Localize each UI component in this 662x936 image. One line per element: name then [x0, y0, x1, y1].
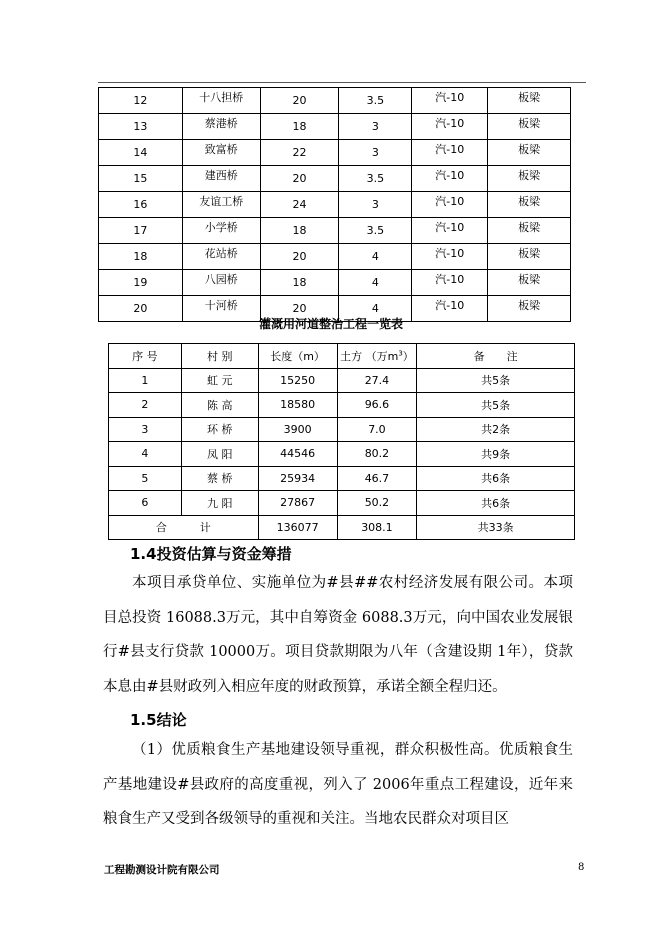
bridge-type: 板梁: [488, 192, 571, 218]
bridge-row: [99, 192, 571, 218]
bridge-no: 13: [99, 114, 183, 140]
bridge-width: 4: [339, 296, 412, 322]
canal-earth: 27.4: [337, 368, 417, 393]
bridge-load: 汽-10: [412, 166, 488, 192]
total-label: 合 计: [109, 515, 259, 540]
bridge-no: 20: [99, 296, 183, 322]
canal-village: 虹 元: [181, 368, 258, 393]
bridge-name: 小学桥: [182, 218, 260, 244]
bridge-type: 板梁: [488, 140, 571, 166]
col-header-earth: 土方 （万$m^3$）: [337, 344, 417, 369]
bridge-name: 八园桥: [182, 270, 260, 296]
bridge-type: 板梁: [488, 88, 571, 114]
bridge-length: 20: [260, 88, 339, 114]
bridge-table-body: [99, 88, 571, 322]
canal-village: 凤 阳: [181, 442, 258, 467]
bridge-row: [99, 140, 571, 166]
col-header-note: 备 注: [417, 344, 575, 369]
canal-note: 共2条: [417, 417, 575, 442]
section-1-4-paragraph: [103, 566, 573, 704]
bridge-row: [99, 270, 571, 296]
bridge-no: 17: [99, 218, 183, 244]
bridge-load: 汽-10: [412, 192, 488, 218]
bridge-type: 板梁: [488, 270, 571, 296]
canal-no: 6: [109, 491, 182, 516]
canal-header-row: [109, 344, 575, 369]
header-rule: [98, 82, 586, 83]
bridge-no: 18: [99, 244, 183, 270]
canal-no: 5: [109, 466, 182, 491]
bridge-row: [99, 244, 571, 270]
canal-row: [109, 393, 575, 418]
section-1-5-text: （1）优质粮食生产基地建设领导重视，群众积极性高。优质粮食生产基地建设#县政府的高度重视，列入了 2006年重点工程建设，近年来粮食生产又受到各级领导的重视和关注。当地农民群众对项目区: [103, 742, 573, 827]
canal-row: [109, 491, 575, 516]
bridge-name: 致富桥: [182, 140, 260, 166]
canal-length: 18580: [258, 393, 337, 418]
bridge-row: [99, 166, 571, 192]
bridge-type: 板梁: [488, 166, 571, 192]
bridge-row: [99, 218, 571, 244]
bridge-type: 板梁: [488, 218, 571, 244]
canal-total-row: [109, 515, 575, 540]
canal-note: 共6条: [417, 466, 575, 491]
bridge-width: 3.5: [339, 88, 412, 114]
bridge-length: 18: [260, 218, 339, 244]
total-length: 136077: [258, 515, 337, 540]
canal-earth: 46.7: [337, 466, 417, 491]
bridge-name: 友谊工桥: [182, 192, 260, 218]
bridge-type: 板梁: [488, 244, 571, 270]
bridge-load: 汽-10: [412, 114, 488, 140]
bridge-type: 板梁: [488, 114, 571, 140]
canal-length: 44546: [258, 442, 337, 467]
bridge-name: 蔡港桥: [182, 114, 260, 140]
section-1-5-paragraph: [103, 733, 573, 837]
bridge-length: 24: [260, 192, 339, 218]
canal-no: 4: [109, 442, 182, 467]
section-1-5-heading: 1.5结论: [130, 711, 187, 729]
canal-length: 25934: [258, 466, 337, 491]
bridge-name: 十河桥: [182, 296, 260, 322]
canal-table-body: [109, 368, 575, 515]
bridge-length: 18: [260, 114, 339, 140]
bridge-type: 板梁: [488, 296, 571, 322]
canal-no: 1: [109, 368, 182, 393]
bridge-load: 汽-10: [412, 270, 488, 296]
bridge-length: 22: [260, 140, 339, 166]
section-1-4-text: 本项目承贷单位、实施单位为#县##农村经济发展有限公司。本项目总投资 16088.3万元，其中自筹资金 6088.3万元，向中国农业发展银行#县支行贷款 10000万。项目贷款期限为八年（含建设期 1年），贷款本息由#县财政列入相应年度的财政预算，承诺全额全程归还。: [103, 575, 573, 695]
bridge-no: 15: [99, 166, 183, 192]
bridge-load: 汽-10: [412, 296, 488, 322]
footer-company: 工程勘测设计院有限公司: [104, 864, 220, 876]
bridge-width: 3.5: [339, 166, 412, 192]
bridge-width: 3.5: [339, 218, 412, 244]
bridge-width: 3: [339, 140, 412, 166]
canal-note: 共9条: [417, 442, 575, 467]
bridge-no: 14: [99, 140, 183, 166]
page-number: 8: [578, 862, 585, 873]
canal-village: 蔡 桥: [181, 466, 258, 491]
bridge-width: 4: [339, 244, 412, 270]
bridge-load: 汽-10: [412, 140, 488, 166]
canal-row: [109, 417, 575, 442]
canal-earth: 80.2: [337, 442, 417, 467]
canal-row: [109, 368, 575, 393]
canal-length: 3900: [258, 417, 337, 442]
bridge-length: 18: [260, 270, 339, 296]
bridge-row: [99, 114, 571, 140]
bridge-length: 20: [260, 166, 339, 192]
bridge-name: 十八担桥: [182, 88, 260, 114]
bridge-name: 建西桥: [182, 166, 260, 192]
bridge-table: [98, 87, 571, 322]
col-header-length: 长度（m）: [258, 344, 337, 369]
bridge-load: 汽-10: [412, 218, 488, 244]
bridge-width: 3: [339, 114, 412, 140]
canal-row: [109, 466, 575, 491]
bridge-name: 花站桥: [182, 244, 260, 270]
section-1-4-heading: 1.4投资估算与资金筹措: [130, 545, 292, 563]
bridge-no: 16: [99, 192, 183, 218]
total-earth: 308.1: [337, 515, 417, 540]
canal-length: 27867: [258, 491, 337, 516]
bridge-width: 4: [339, 270, 412, 296]
canal-table-title: 灌溉用河道整治工程一览表: [258, 317, 403, 331]
canal-village: 环 桥: [181, 417, 258, 442]
bridge-row: [99, 88, 571, 114]
canal-village: 九 阳: [181, 491, 258, 516]
canal-earth: 7.0: [337, 417, 417, 442]
bridge-length: 20: [260, 244, 339, 270]
bridge-load: 汽-10: [412, 88, 488, 114]
bridge-load: 汽-10: [412, 244, 488, 270]
canal-note: 共5条: [417, 368, 575, 393]
canal-no: 2: [109, 393, 182, 418]
canal-length: 15250: [258, 368, 337, 393]
canal-note: 共5条: [417, 393, 575, 418]
canal-table: [108, 343, 575, 540]
col-header-no: 序 号: [109, 344, 182, 369]
bridge-no: 12: [99, 88, 183, 114]
canal-earth: 96.6: [337, 393, 417, 418]
canal-earth: 50.2: [337, 491, 417, 516]
bridge-no: 19: [99, 270, 183, 296]
col-header-village: 村 别: [181, 344, 258, 369]
canal-row: [109, 442, 575, 467]
bridge-length: 20: [260, 296, 339, 322]
bridge-width: 3: [339, 192, 412, 218]
canal-village: 陈 高: [181, 393, 258, 418]
canal-no: 3: [109, 417, 182, 442]
canal-note: 共6条: [417, 491, 575, 516]
total-note: 共33条: [417, 515, 575, 540]
